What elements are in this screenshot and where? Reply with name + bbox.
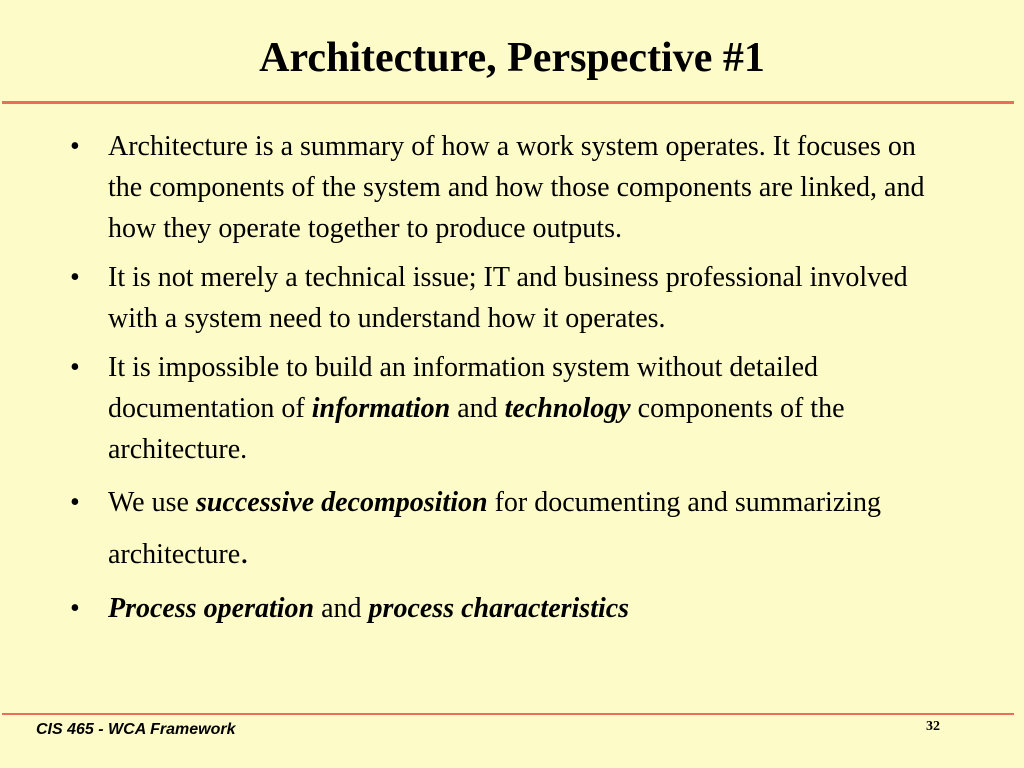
emphasis-process-characteristics: process characteristics xyxy=(368,593,630,624)
slide-title: Architecture, Perspective #1 xyxy=(259,35,765,81)
title-divider xyxy=(2,101,1014,104)
bullet-text: for documenting and summarizing architecture xyxy=(108,487,882,570)
bullet-successive-decomposition xyxy=(70,478,950,580)
emphasis-process-operation: Process operation xyxy=(108,593,315,624)
bullet-text: and xyxy=(314,593,369,624)
bullet-text: It is impossible to build an information system without detailed documentation of xyxy=(108,352,819,424)
footer-divider xyxy=(2,713,1014,715)
bullet-text: and xyxy=(450,393,505,424)
bullet-documentation xyxy=(70,347,950,470)
bullet-not-technical-issue xyxy=(70,257,950,339)
bullet-text: Architecture is a summary of how a work system operates. It focuses on the components of the system and how those components are linked, and how they operate together to produce outputs. xyxy=(108,131,925,244)
emphasis-information: information xyxy=(311,393,451,424)
bullet-text: We use xyxy=(108,487,196,518)
bullet-period: . xyxy=(240,534,249,571)
bullet-list xyxy=(70,126,950,637)
emphasis-technology: technology xyxy=(504,393,631,424)
bullet-text: It is not merely a technical issue; IT and business professional involved with a system need to understand how it operates. xyxy=(108,262,908,334)
emphasis-successive-decomposition: successive decomposition xyxy=(195,487,488,518)
bullet-process xyxy=(70,588,950,629)
bullet-architecture-summary xyxy=(70,126,950,249)
footer-course-label: CIS 465 - WCA Framework xyxy=(36,721,236,738)
bullet-text: components of the architecture. xyxy=(108,393,845,465)
page-number: 32 xyxy=(926,719,940,734)
